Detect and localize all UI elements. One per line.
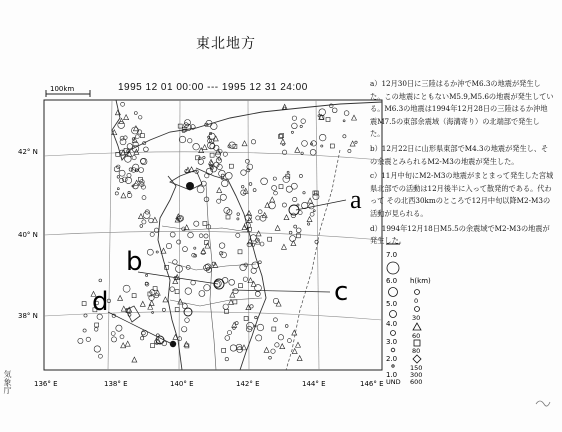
quake-square — [132, 294, 136, 298]
mag-label-3: 3.0 — [386, 338, 398, 346]
quake-square — [225, 309, 229, 313]
quake-square — [272, 327, 276, 331]
quake-circle — [144, 147, 149, 152]
quake-circle — [183, 247, 188, 252]
depth-symbol-80 — [414, 340, 420, 346]
depth-label-60: 60 — [412, 332, 421, 340]
quake-circle — [250, 235, 256, 241]
quake-circle — [225, 357, 228, 360]
depth-symbol-150 — [413, 355, 421, 363]
quake-circle — [134, 112, 137, 115]
quake-circle — [274, 191, 278, 195]
quake-circle — [162, 308, 165, 311]
quake-circle — [185, 288, 192, 295]
quake-circle — [296, 228, 301, 233]
depth-label-und: UND — [386, 378, 401, 386]
quake-circle — [94, 328, 98, 332]
quake-circle — [223, 304, 228, 309]
depth-label-0: 0 — [414, 297, 419, 305]
quake-circle — [256, 335, 262, 341]
quake-circle — [259, 261, 262, 264]
lat-line-40 — [44, 231, 382, 240]
quake-circle — [125, 156, 132, 163]
quake-square — [151, 344, 155, 348]
depth-label-80: 80 — [412, 347, 421, 355]
quake-circle — [247, 164, 253, 170]
quake-circle — [197, 186, 204, 193]
quake-square — [326, 118, 330, 122]
lon-label-146: 146° E — [360, 380, 384, 388]
quake-triangle — [297, 356, 302, 361]
quake-triangle — [118, 295, 123, 300]
quake-circle — [253, 189, 256, 192]
lon-label-138: 138° E — [104, 380, 128, 388]
quake-triangle — [138, 214, 143, 219]
quake-circle — [292, 116, 296, 120]
quake-circle — [283, 176, 290, 183]
lon-label-136: 136° E — [34, 380, 58, 388]
quake-circle — [343, 120, 345, 122]
quake-triangle — [148, 304, 153, 309]
quake-circle — [236, 233, 240, 237]
quake-circle — [142, 220, 146, 224]
quake-circle — [156, 251, 158, 253]
quake-circle — [225, 172, 232, 179]
quake-circle — [188, 139, 192, 143]
quake-circle — [310, 149, 316, 155]
quake-triangle — [295, 342, 300, 347]
quake-circle — [116, 325, 122, 331]
quake-circle — [188, 232, 194, 238]
quake-triangle — [256, 231, 261, 236]
quake-circle — [255, 291, 260, 296]
quake-circle — [166, 243, 171, 248]
lat-label-40: 40° N — [18, 231, 38, 239]
quake-triangle — [121, 193, 126, 198]
mag-symbol-2 — [392, 365, 394, 367]
mag-label-5: 5.0 — [386, 300, 398, 308]
quake-circle — [269, 356, 272, 359]
quake-circle — [84, 314, 87, 317]
large-event-marker — [170, 341, 176, 347]
note-c: c）11月中旬にM2-M3の地震がまとまって発生した宮城県北部での活動は12月後半に入って散発的である。代わって その北西30kmのところで12月中旬以降M2-M3の活動が見られる。 — [370, 171, 554, 218]
lon-line-142 — [248, 100, 249, 370]
depth-symbol-0 — [415, 290, 420, 295]
quake-triangle — [281, 244, 286, 249]
quake-circle — [99, 279, 102, 282]
quake-circle — [182, 327, 187, 332]
mag-label-2: 2.0 — [386, 355, 398, 363]
quake-circle — [203, 156, 205, 158]
quake-triangle — [155, 290, 160, 295]
quake-circle — [129, 168, 132, 171]
quake-circle — [142, 331, 146, 335]
lon-line-138 — [108, 100, 112, 370]
quake-square — [244, 317, 248, 321]
hokkaido-coast — [112, 100, 382, 160]
quake-circle — [243, 277, 247, 281]
quake-circle — [258, 210, 262, 214]
quake-circle — [217, 199, 221, 203]
quake-circle — [348, 149, 351, 152]
quake-circle — [191, 280, 196, 285]
quake-circle — [287, 171, 289, 173]
quake-circle — [111, 337, 116, 342]
quake-circle — [83, 329, 86, 332]
quake-circle — [199, 291, 205, 297]
quake-circle — [227, 331, 231, 335]
quake-circle — [220, 194, 226, 200]
quake-triangle — [352, 115, 357, 120]
quake-circle — [275, 343, 279, 347]
pointer-a — [296, 200, 346, 210]
quake-circle — [185, 318, 190, 323]
quake-circle — [139, 168, 144, 173]
quake-circle — [125, 177, 131, 183]
pointer-d — [108, 312, 172, 344]
quake-circle — [211, 123, 218, 130]
lat-label-42: 42° N — [18, 148, 38, 156]
lon-line-144 — [316, 100, 319, 370]
quake-circle — [343, 135, 346, 138]
quake-square — [175, 290, 179, 294]
quake-triangle — [217, 188, 222, 193]
quake-circle — [269, 202, 276, 209]
quake-circle — [86, 337, 90, 341]
quake-circle — [278, 335, 283, 340]
quake-triangle — [124, 115, 129, 120]
note-a: a）12月30日に三陸はるか沖でM6.3の地震が発生した。この地震にともないM5.9,M5.6の地震が発生している。M6.3の地震は1994年12月28日の三陸はるか沖地震M7.5の東部余震域（海溝寄り）の北端部で発生した。 — [370, 79, 554, 139]
quake-circle — [78, 338, 83, 343]
quake-circle — [115, 192, 118, 195]
quake-circle — [290, 236, 296, 242]
quake-triangle — [121, 306, 126, 311]
quake-circle — [179, 136, 186, 143]
quake-circle — [229, 279, 235, 285]
quake-circle — [204, 234, 208, 238]
quake-circle — [241, 185, 244, 188]
quake-circle — [140, 337, 143, 340]
quake-circle — [249, 183, 252, 186]
quake-circle — [251, 268, 256, 273]
mag-label-7: 7.0 — [386, 251, 398, 259]
quake-circle — [257, 324, 264, 331]
quake-circle — [261, 178, 268, 185]
quake-circle — [273, 177, 276, 180]
quake-square — [238, 250, 242, 254]
quake-circle — [256, 216, 260, 220]
quake-circle — [111, 332, 115, 336]
quake-circle — [219, 170, 226, 177]
quake-triangle — [295, 147, 300, 152]
large-event-marker — [186, 182, 194, 190]
quake-circle — [321, 145, 323, 147]
quake-circle — [170, 232, 175, 237]
quake-circle — [230, 345, 236, 351]
quake-circle — [123, 285, 130, 292]
quake-circle — [287, 339, 291, 343]
mag-label-4: 4.0 — [386, 320, 398, 328]
annotation-b: b — [126, 247, 143, 277]
quake-circle — [250, 305, 253, 308]
quake-square — [330, 144, 334, 148]
quake-circle — [303, 192, 305, 194]
quake-square — [95, 323, 99, 327]
quake-triangle — [140, 301, 145, 306]
quake-circle — [271, 349, 275, 353]
quake-circle — [98, 354, 102, 358]
quake-circle — [311, 141, 316, 146]
depth-symbol-60 — [413, 323, 421, 330]
quake-square — [210, 153, 214, 157]
quake-circle — [140, 225, 143, 228]
depth-legend — [386, 277, 431, 386]
quake-circle — [146, 274, 148, 276]
quake-circle — [272, 185, 277, 190]
quake-circle — [132, 156, 136, 160]
depth-label-30: 30 — [412, 314, 421, 322]
quake-circle — [118, 122, 125, 129]
quake-circle — [300, 125, 302, 127]
quake-circle — [301, 119, 306, 124]
lat-label-38: 38° N — [18, 312, 38, 320]
quake-circle — [143, 212, 150, 219]
quake-circle — [222, 277, 228, 283]
annotation-c: c — [334, 277, 349, 307]
quake-circle — [94, 346, 100, 352]
quake-circle — [307, 223, 309, 225]
quake-square — [203, 222, 207, 226]
quake-triangle — [121, 343, 126, 348]
quake-triangle — [350, 141, 355, 146]
annotation-a: a — [350, 185, 362, 214]
quake-circle — [285, 325, 288, 328]
quake-circle — [302, 141, 308, 147]
quake-circle — [142, 196, 146, 200]
quake-circle — [177, 240, 181, 244]
quake-circle — [294, 225, 297, 228]
quake-circle — [255, 316, 258, 319]
quake-circle — [332, 108, 337, 113]
quake-circle — [355, 141, 357, 143]
quake-triangle — [241, 345, 246, 350]
quake-square — [233, 300, 237, 304]
quake-circle — [194, 247, 196, 249]
depth-label-300: 300 — [410, 371, 423, 379]
quake-circle — [119, 170, 125, 176]
quake-circle — [344, 111, 349, 116]
quake-square — [175, 308, 179, 312]
quake-triangle — [132, 357, 137, 362]
quake-circle — [289, 231, 292, 234]
annotation-d: d — [92, 287, 109, 317]
quake-circle — [291, 131, 293, 133]
quake-triangle — [292, 349, 297, 354]
pref-border-4 — [206, 184, 216, 370]
quake-triangle — [308, 198, 313, 203]
quake-triangle — [280, 139, 285, 144]
quake-circle — [319, 134, 326, 141]
depth-label-600: 600 — [410, 378, 423, 386]
quake-circle — [251, 140, 255, 144]
quake-circle — [152, 311, 154, 313]
quake-square — [268, 237, 272, 241]
pointer-c — [232, 290, 330, 292]
mag-label-6: 6.0 — [386, 277, 398, 285]
japan-sea-coast — [158, 176, 182, 370]
quake-circle — [127, 173, 131, 177]
mag-symbol-5 — [390, 311, 397, 318]
mag-symbol-3 — [391, 348, 395, 352]
quake-square — [82, 302, 86, 306]
quake-triangle — [275, 225, 280, 230]
quake-triangle — [280, 344, 285, 349]
quake-triangle — [264, 347, 269, 352]
lon-label-140: 140° E — [170, 380, 194, 388]
quake-circle — [173, 260, 178, 265]
quake-circle — [136, 135, 140, 139]
quake-triangle — [242, 141, 247, 146]
handwritten-mark — [536, 401, 550, 406]
quake-circle — [199, 234, 203, 238]
page-title: 東北地方 — [196, 36, 256, 52]
depth-symbol-30 — [415, 307, 420, 312]
quake-circle — [176, 265, 183, 272]
quake-circle — [273, 298, 278, 303]
quake-circle — [223, 152, 227, 156]
quake-circle — [204, 285, 210, 291]
lon-label-142: 142° E — [236, 380, 260, 388]
mag-symbol-4 — [391, 331, 396, 336]
quake-circle — [293, 197, 297, 201]
quake-circle — [219, 243, 225, 249]
quake-circle — [313, 210, 315, 212]
quake-circle — [237, 218, 239, 220]
quake-circle — [310, 212, 314, 216]
quake-square — [239, 284, 243, 288]
pointer-b — [138, 272, 218, 284]
quake-circle — [204, 265, 210, 271]
note-d: d）1994年12月18日M5.5の余震域でM2-M3の地震が発生した。 — [370, 223, 550, 246]
quake-circle — [150, 232, 154, 236]
quake-triangle — [284, 215, 289, 220]
quake-circle — [282, 203, 286, 207]
depth-label-150: 150 — [410, 364, 423, 372]
mag-label-1: 1.0 — [386, 371, 398, 379]
quake-circle — [241, 170, 247, 176]
quake-square — [229, 164, 233, 168]
quake-circle — [178, 337, 182, 341]
note-b: b）12月22日に山形県東部でM4.3の地震が発生し、その余震とみられるM2-M3の地震が発生した。 — [370, 143, 549, 166]
quake-triangle — [202, 145, 207, 150]
quake-circle — [299, 174, 302, 177]
quake-circle — [247, 322, 254, 329]
quake-circle — [291, 183, 297, 189]
quake-circle — [235, 322, 238, 325]
magnitude-legend — [386, 244, 400, 379]
quake-circle — [121, 102, 125, 106]
quake-circle — [233, 289, 238, 294]
quake-circle — [292, 123, 298, 129]
quake-square — [226, 215, 230, 219]
pref-border-1 — [162, 226, 248, 232]
quake-circle — [147, 249, 153, 255]
quake-circle — [149, 218, 154, 223]
quake-circle — [198, 159, 203, 164]
quake-square — [140, 134, 144, 138]
quake-circle — [237, 213, 240, 216]
quake-circle — [117, 188, 119, 190]
quake-circle — [170, 287, 175, 292]
quake-triangle — [270, 197, 275, 202]
mag-symbol-6 — [389, 288, 398, 297]
depth-header: h(km) — [410, 277, 431, 285]
mag-symbol-7 — [387, 262, 399, 274]
quake-circle — [127, 144, 132, 149]
quake-square — [222, 348, 226, 352]
quake-circle — [245, 159, 249, 163]
quake-triangle — [163, 297, 168, 302]
quake-circle — [222, 180, 229, 187]
quake-circle — [273, 318, 277, 322]
quake-circle — [319, 109, 326, 116]
quake-circle — [120, 335, 124, 339]
quake-circle — [193, 143, 200, 150]
lon-label-144: 144° E — [302, 380, 326, 388]
quake-square — [279, 185, 283, 189]
quake-circle — [252, 262, 259, 269]
quake-triangle — [307, 217, 312, 222]
quake-circle — [138, 116, 142, 120]
quake-circle — [225, 336, 230, 341]
period-label: 1995 12 01 00:00 --- 1995 12 31 24:00 — [118, 82, 308, 93]
quake-circle — [313, 194, 319, 200]
quake-circle — [301, 152, 303, 154]
quake-circle — [194, 221, 199, 226]
agency-mark: 気象庁 — [3, 370, 12, 394]
quake-triangle — [125, 341, 130, 346]
scale-label: 100km — [50, 85, 75, 93]
quake-triangle — [205, 243, 210, 248]
quake-circle — [117, 176, 120, 179]
